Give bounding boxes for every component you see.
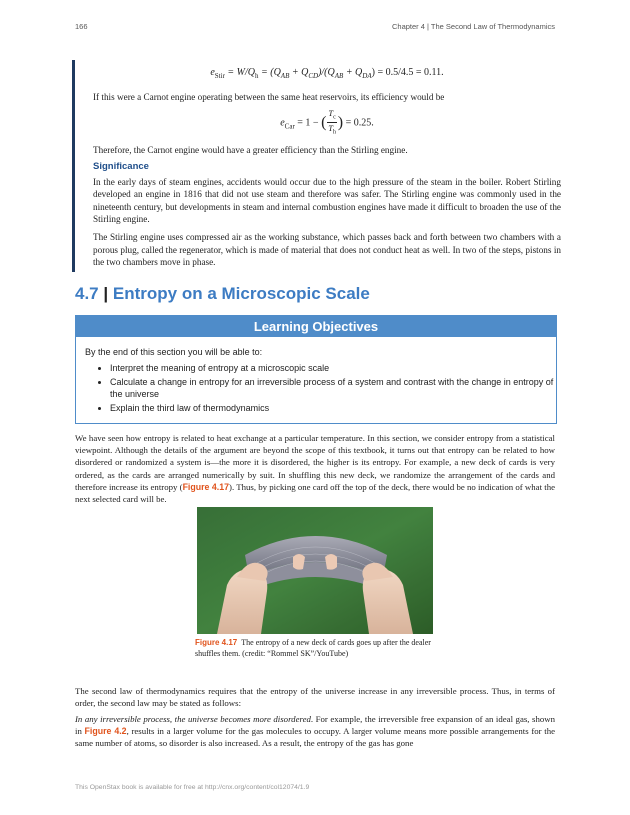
- example-content: [93, 60, 561, 269]
- figure-4-2-link[interactable]: Figure 4.2: [84, 726, 127, 737]
- learning-objectives-intro: By the end of this section you will be able to:: [85, 347, 263, 357]
- significance-paragraph-1: In the early days of steam engines, accidents would occur due to the high pressure of the steam in the boiler. Robert Stirling developed an engine in 1816 that did not use steam and therefore was safer. The Stirling engine was commonly used in the nineteenth century, but developments in steam and internal combustion engines have made it difficult to broaden the use of the Stirling engine.: [93, 176, 561, 225]
- significance-paragraph-2: The Stirling engine uses compressed air as the working substance, which passes back and forth between two chambers with a porous plug, called the regenerator, which is made of material that does not conduct heat as well. In two of the steps, pistons in the two chambers move in phase.: [93, 231, 561, 268]
- body-paragraph-1: We have seen how entropy is related to heat exchange at a particular temperature. In this section, we consider entropy from a statistical viewpoint. Although the details of the argument are beyond the scope of this textbook, it turns out that entropy can be related to how disordered or randomized a system is—the more it is disordered, the higher is its entropy. For example, a new deck of cards is very ordered, as the cards are arranged numerically by suit. In shuffling this new deck, we randomize the arrangement of the cards and therefore increase its entropy (Figure 4.17). Thus, by picking one card off the top of the deck, there would be no indication of what the next selected card will be.: [75, 433, 556, 505]
- significance-heading: Significance: [93, 160, 149, 172]
- carnot-conclusion: Therefore, the Carnot engine would have a greater efficiency than the Stirling engine.: [93, 144, 408, 155]
- learning-objectives-heading: Learning Objectives: [76, 316, 556, 337]
- figure-label: Figure 4.17: [195, 638, 238, 647]
- temperature-ratio: $\frac{T_c}{T_h}$: [328, 107, 336, 136]
- learning-objectives-list: [76, 363, 556, 414]
- list-item: • Explain the third law of thermodynamics: [110, 403, 556, 415]
- page-number: 166: [75, 22, 88, 31]
- figure-4-17-link[interactable]: Figure 4.17: [182, 481, 230, 492]
- footer-notice: This OpenStax book is available for free at http://cnx.org/content/col12074/1.9: [75, 784, 310, 791]
- body-paragraph-3: In any irreversible process, the universe becomes more disordered. For example, the irreversible free expansion of an ideal gas, shown in Figure 4.2, results in a larger volume for the gas molecules to occupy. A larger volume means more possible arrangements for the same number of atoms, so disorder is also increased. As a result, the entropy of the gas has gone: [75, 714, 556, 749]
- card-shuffle-illustration: [197, 507, 433, 634]
- carnot-efficiency-equation: $e_{Car} = 1$ − ( $\frac{T_c}{T_h}$ ) = 0.25.: [280, 107, 374, 136]
- figure-caption: Figure 4.17 The entropy of a new deck of cards goes up after the dealer shuffles them. (credit: “Rommel SK”/YouTube): [195, 638, 431, 658]
- card-shuffle-photo: [197, 507, 433, 634]
- chapter-title: Chapter 4 | The Second Law of Thermodynamics: [391, 22, 555, 31]
- learning-objectives-box: [75, 315, 557, 424]
- list-item: • Interpret the meaning of entropy at a microscopic scale: [110, 363, 556, 375]
- list-item: • Calculate a change in entropy for an irreversible process of a system and contrast with the change in entropy of the universe: [110, 377, 556, 400]
- stirling-efficiency-equation: $e_{Stir} = W/Q_h = (Q_{AB} + Q_{CD})/(Q_{AB} + Q_{DA}) = 0.5/4.5 = 0.11$.: [210, 67, 444, 80]
- body-paragraph-2: The second law of thermodynamics requires that the entropy of the universe increase in any irreversible process. Thus, in terms of order, the second law may be stated as follows:: [75, 686, 555, 709]
- example-block: [72, 60, 561, 272]
- carnot-intro: If this were a Carnot engine operating between the same heat reservoirs, its efficiency would be: [93, 92, 445, 102]
- section-title: 4.7 | Entropy on a Microscopic Scale: [75, 284, 370, 303]
